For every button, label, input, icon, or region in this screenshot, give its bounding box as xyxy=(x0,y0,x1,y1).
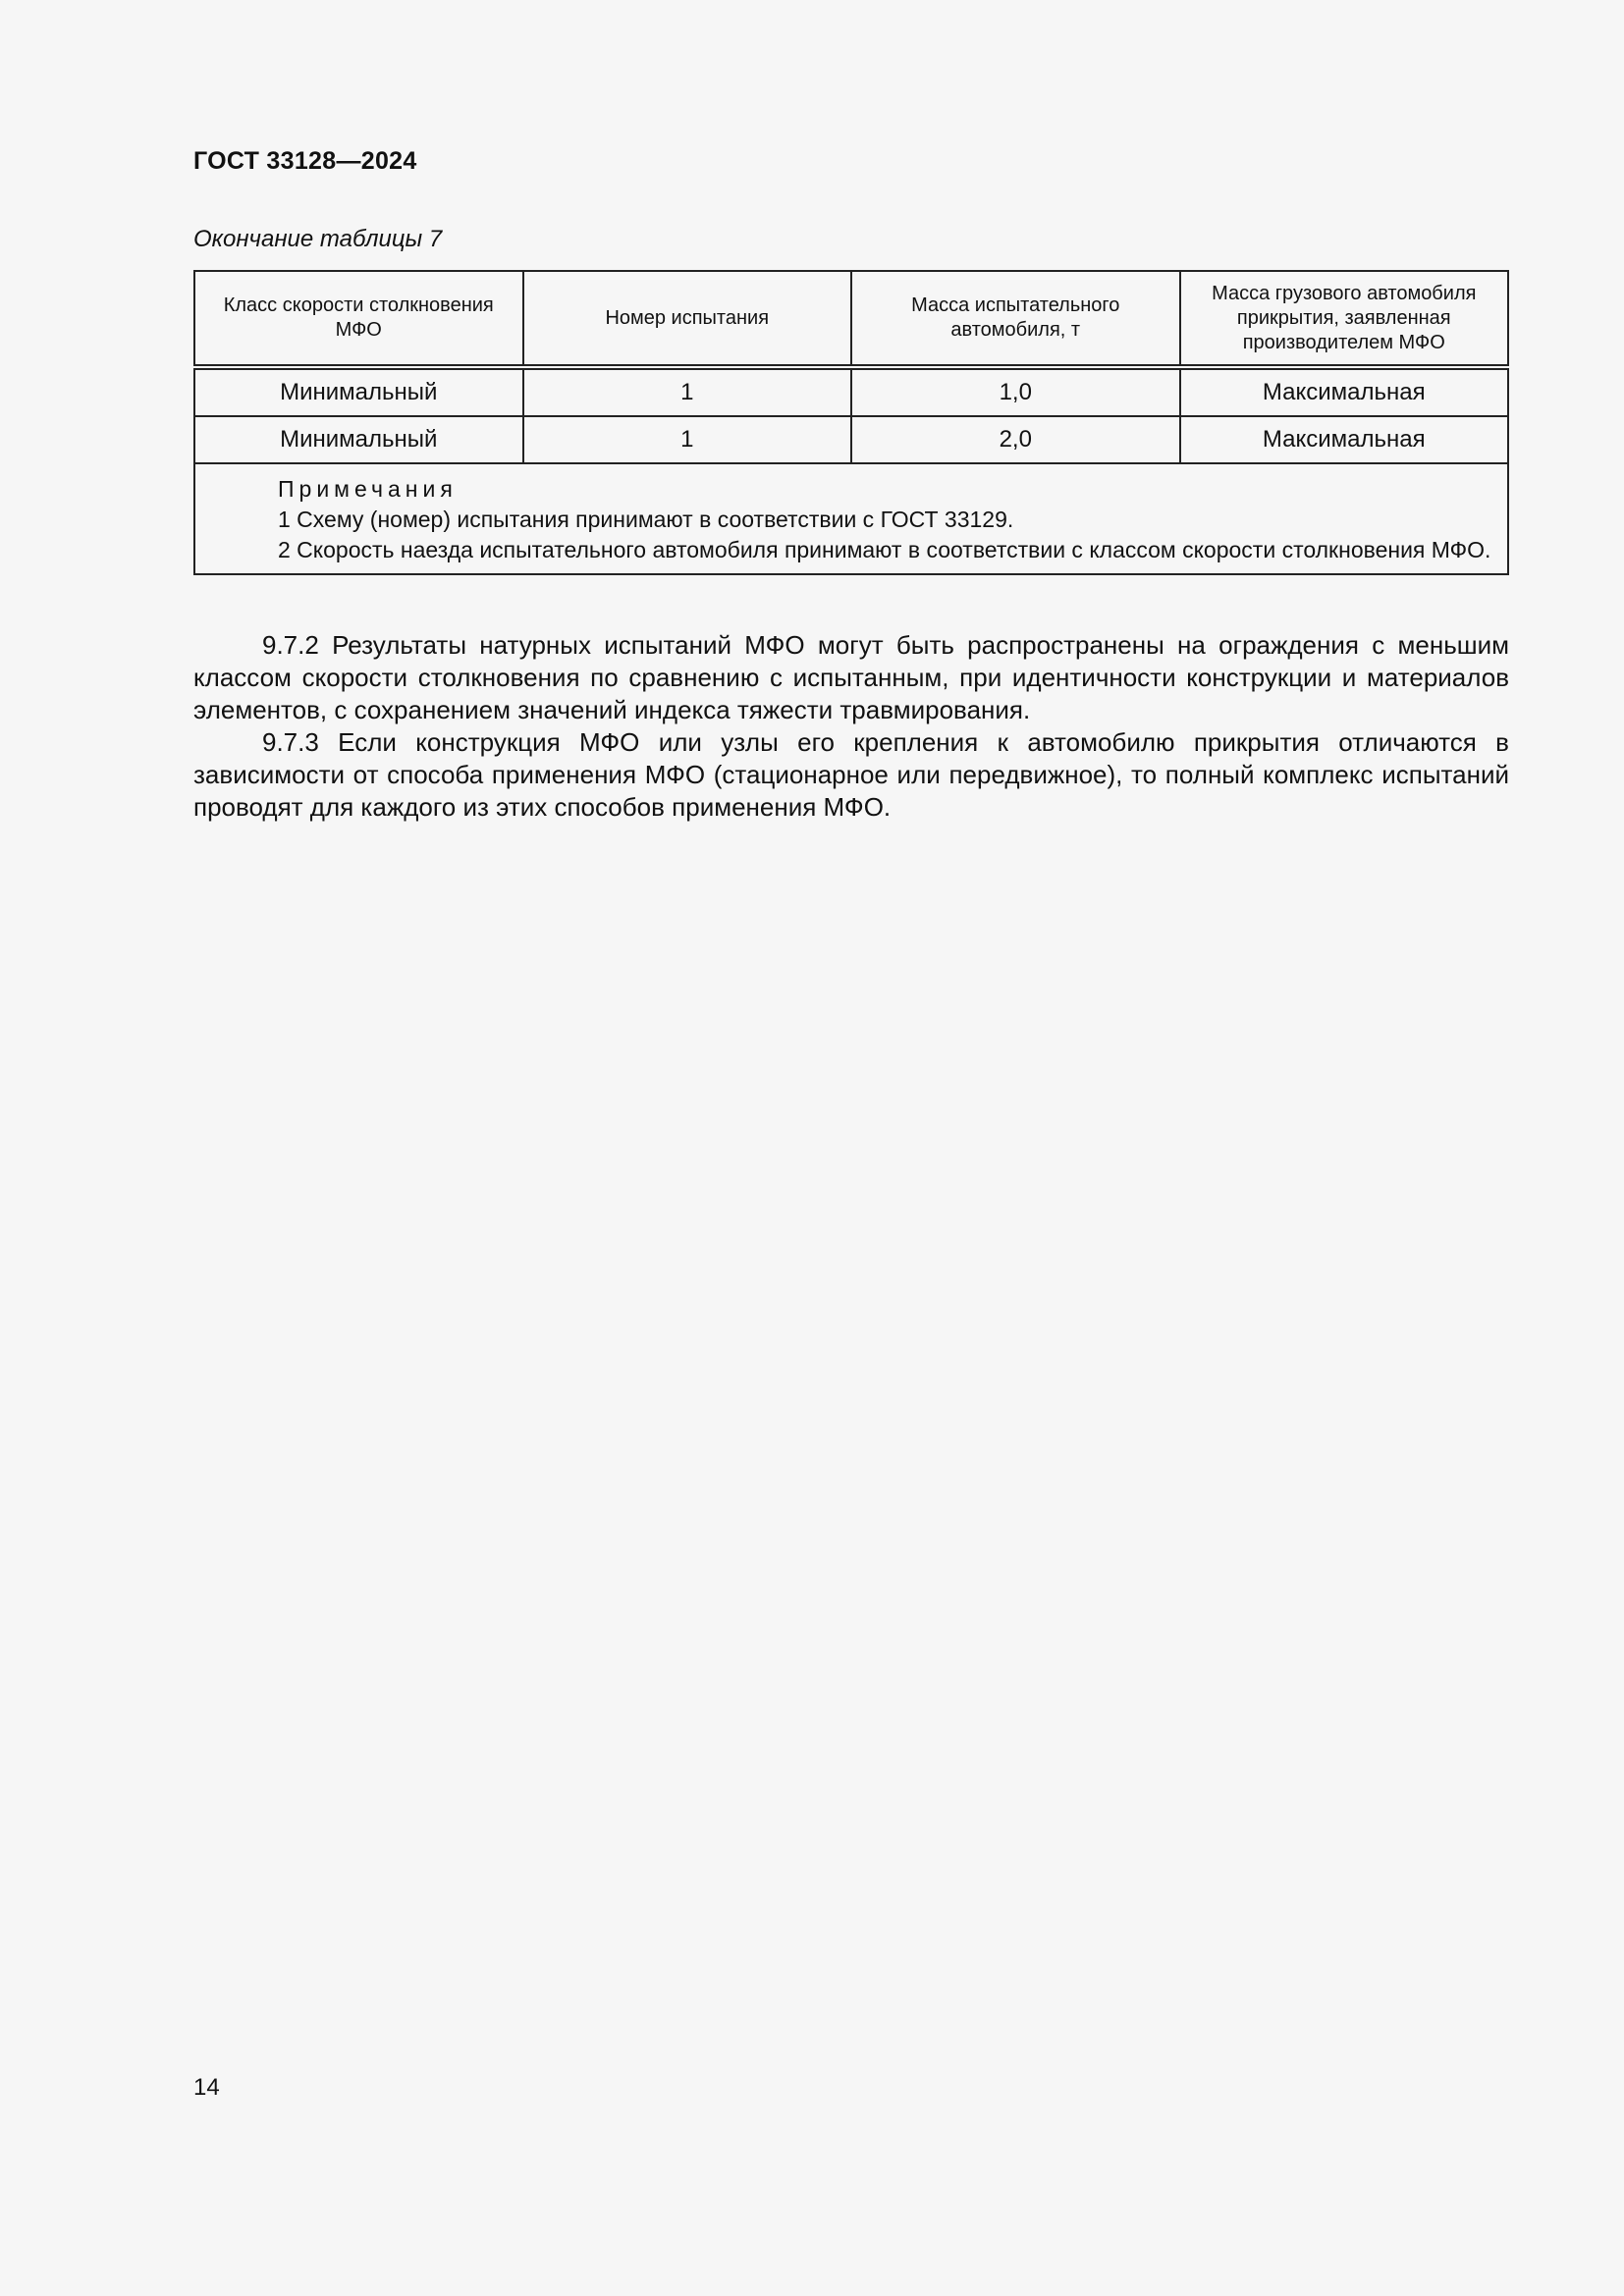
table-cell-truck-mass: Максимальная xyxy=(1180,416,1509,463)
table-cell-speed-class: Минимальный xyxy=(194,367,523,416)
paragraph-9-7-2: 9.7.2 Результаты натурных испытаний МФО могут быть распространены на ограждения с меньшим классом скорости столкновения по сравнению с испытанным, при идентичности конструкции и материалов элементов, с сохранением значений индекса тяжести травмирования. xyxy=(193,630,1509,724)
table-cell-speed-class: Минимальный xyxy=(194,416,523,463)
results-table xyxy=(193,270,1509,575)
column-header-test-number: Номер испытания xyxy=(523,271,852,367)
notes-title: Примечания xyxy=(278,476,458,502)
note-item: 2 Скорость наезда испытательного автомобиля принимают в соответствии с классом скорости столкновения МФО. xyxy=(278,537,1491,562)
table-header-row xyxy=(194,271,1508,367)
column-header-speed-class: Класс скорости столкновения МФО xyxy=(194,271,523,367)
table-cell-test-vehicle-mass: 1,0 xyxy=(851,367,1180,416)
standard-code-header: ГОСТ 33128—2024 xyxy=(193,147,417,175)
column-header-truck-mass: Масса грузового автомобиля прикрытия, заявленная производителем МФО xyxy=(1180,271,1509,367)
table-cell-test-vehicle-mass: 2,0 xyxy=(851,416,1180,463)
page-number: 14 xyxy=(193,2074,220,2101)
table-cell-test-number: 1 xyxy=(523,367,852,416)
table-notes-row xyxy=(194,463,1508,574)
column-header-test-vehicle-mass: Масса испытательного автомобиля, т xyxy=(851,271,1180,367)
table-notes-cell xyxy=(194,463,1508,574)
table-cell-test-number: 1 xyxy=(523,416,852,463)
body-text xyxy=(193,629,1509,824)
table-row xyxy=(194,367,1508,416)
table-caption: Окончание таблицы 7 xyxy=(193,226,443,252)
table-row xyxy=(194,416,1508,463)
table-cell-truck-mass: Максимальная xyxy=(1180,367,1509,416)
paragraph-9-7-3: 9.7.3 Если конструкция МФО или узлы его крепления к автомобилю прикрытия отличаются в зависимости от способа применения МФО (стационарное или передвижное), то полный комплекс испытаний проводят для каждого из этих способов применения МФО. xyxy=(193,727,1509,822)
note-item: 1 Схему (номер) испытания принимают в соответствии с ГОСТ 33129. xyxy=(278,507,1014,532)
